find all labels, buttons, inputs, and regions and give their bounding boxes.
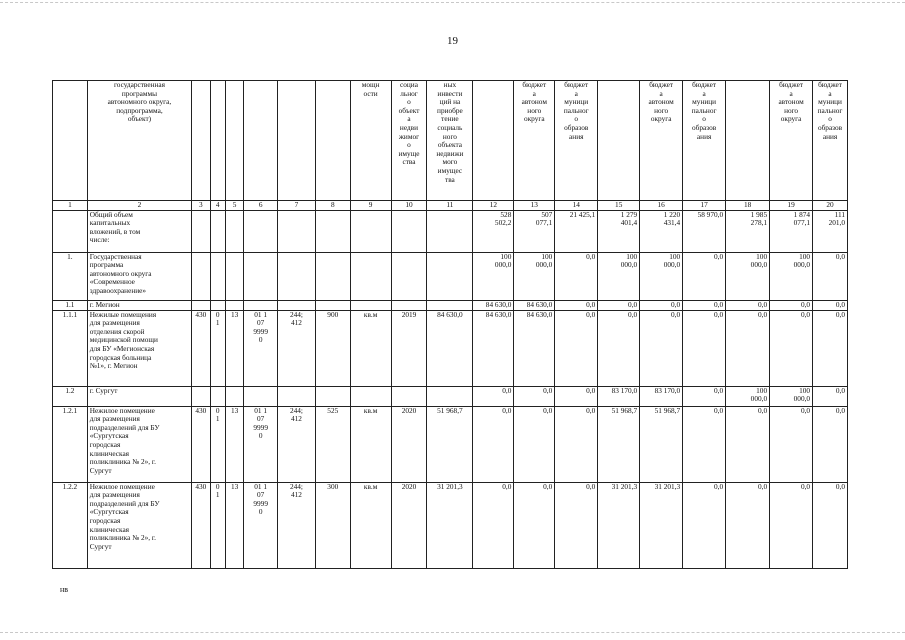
- table-row: [53, 300, 848, 310]
- table-cell: [391, 386, 427, 406]
- table-row: [53, 386, 848, 406]
- page-number: 19: [447, 35, 458, 47]
- table-cell: 0,0: [640, 300, 683, 310]
- header-cell: [244, 81, 278, 201]
- header-cell: бюджет а автоном ного округа: [514, 81, 555, 201]
- column-number-cell: 5: [225, 201, 243, 211]
- table-cell: 244; 412: [278, 482, 316, 568]
- table-cell: 0,0: [813, 310, 848, 386]
- table-cell: [244, 210, 278, 252]
- table-cell: 01 1 07 9999 0: [244, 310, 278, 386]
- table-cell: 0,0: [813, 406, 848, 482]
- header-cell: бюджет а муници пальног о образов ания: [683, 81, 726, 201]
- row-name-cell: г. Мегион: [87, 300, 191, 310]
- table-cell: [210, 210, 225, 252]
- header-cell: бюджет а автоном ного округа: [640, 81, 683, 201]
- table-cell: 0,0: [726, 406, 770, 482]
- table-cell: 84 630,0: [427, 310, 473, 386]
- table-cell: 0,0: [473, 406, 514, 482]
- table-cell: [391, 252, 427, 300]
- row-number-cell: [53, 210, 88, 252]
- table-row: [53, 210, 848, 252]
- table-cell: [350, 300, 391, 310]
- table-row: [53, 406, 848, 482]
- table-cell: [192, 386, 210, 406]
- top-scan-edge: [0, 2, 905, 3]
- table-cell: кв.м: [350, 310, 391, 386]
- row-number-cell: 1.2.1: [53, 406, 88, 482]
- table-cell: 0,0: [813, 252, 848, 300]
- column-number-cell: 15: [598, 201, 640, 211]
- footer-initials: нв: [60, 585, 69, 594]
- table-cell: кв.м: [350, 406, 391, 482]
- table-cell: [350, 386, 391, 406]
- table-cell: 1 220 431,4: [640, 210, 683, 252]
- table-cell: 1 985 278,1: [726, 210, 770, 252]
- table-cell: [315, 300, 350, 310]
- table-cell: 507 077,1: [514, 210, 555, 252]
- column-number-cell: 7: [278, 201, 316, 211]
- bottom-scan-edge: [0, 632, 905, 633]
- header-cell: [278, 81, 316, 201]
- table-cell: 58 970,0: [683, 210, 726, 252]
- table-cell: 31 201,3: [640, 482, 683, 568]
- header-cell: [598, 81, 640, 201]
- table-cell: [350, 210, 391, 252]
- table-cell: 100 000,0: [473, 252, 514, 300]
- table-cell: 0,0: [514, 386, 555, 406]
- capital-investment-table: [52, 80, 848, 569]
- table-cell: 300: [315, 482, 350, 568]
- table-cell: 0,0: [555, 300, 598, 310]
- table-cell: 0,0: [726, 482, 770, 568]
- table-cell: 528 502,2: [473, 210, 514, 252]
- table-cell: [244, 252, 278, 300]
- table-cell: [278, 252, 316, 300]
- table-cell: [225, 300, 243, 310]
- table-cell: [315, 210, 350, 252]
- column-number-cell: 1: [53, 201, 88, 211]
- header-row: [53, 81, 848, 201]
- table-cell: 0,0: [726, 300, 770, 310]
- table-cell: 0,0: [683, 310, 726, 386]
- table-cell: 0,0: [683, 252, 726, 300]
- table-cell: 0,0: [598, 310, 640, 386]
- column-number-cell: 8: [315, 201, 350, 211]
- table-cell: 0,0: [813, 386, 848, 406]
- row-number-cell: 1.: [53, 252, 88, 300]
- table-cell: 100 000,0: [726, 386, 770, 406]
- table-cell: [391, 300, 427, 310]
- table-cell: 100 000,0: [770, 252, 813, 300]
- column-number-cell: 4: [210, 201, 225, 211]
- table-cell: 0,0: [683, 406, 726, 482]
- table-cell: 0,0: [813, 482, 848, 568]
- header-cell: социа льног о объект а недви жимог о имуще ства: [391, 81, 427, 201]
- table-cell: 0,0: [770, 300, 813, 310]
- table-cell: 100 000,0: [598, 252, 640, 300]
- column-number-cell: 16: [640, 201, 683, 211]
- table-row: [53, 482, 848, 568]
- row-name-cell: Нежилое помещение для размещения подразделений для БУ «Сургутская городская клиническая поликлиника № 2», г. Сургут: [87, 482, 191, 568]
- table-cell: 0,0: [555, 252, 598, 300]
- table-cell: 0 1: [210, 310, 225, 386]
- table-cell: 51 968,7: [640, 406, 683, 482]
- column-number-cell: 17: [683, 201, 726, 211]
- table-cell: [225, 386, 243, 406]
- row-number-cell: 1.1.1: [53, 310, 88, 386]
- table-cell: [225, 210, 243, 252]
- table-cell: 31 201,3: [427, 482, 473, 568]
- table-cell: 100 000,0: [726, 252, 770, 300]
- header-cell: [473, 81, 514, 201]
- row-name-cell: г. Сургут: [87, 386, 191, 406]
- header-cell: [225, 81, 243, 201]
- header-cell: [210, 81, 225, 201]
- table-cell: 0,0: [555, 406, 598, 482]
- table-cell: [244, 300, 278, 310]
- table-cell: 0,0: [683, 300, 726, 310]
- table-cell: [192, 300, 210, 310]
- table-cell: 51 968,7: [598, 406, 640, 482]
- table-cell: 21 425,1: [555, 210, 598, 252]
- table-cell: 0,0: [514, 406, 555, 482]
- table-cell: 430: [192, 406, 210, 482]
- row-name-cell: Нежилое помещение для размещения подразделений для БУ «Сургутская городская клиническая поликлиника № 2», г. Сургут: [87, 406, 191, 482]
- row-number-cell: 1.2.2: [53, 482, 88, 568]
- table-cell: 13: [225, 310, 243, 386]
- table-cell: [192, 210, 210, 252]
- row-number-cell: 1.2: [53, 386, 88, 406]
- table-cell: [427, 300, 473, 310]
- table-cell: [225, 252, 243, 300]
- table-cell: 525: [315, 406, 350, 482]
- table-cell: 100 000,0: [514, 252, 555, 300]
- table-cell: 244; 412: [278, 406, 316, 482]
- table-cell: 430: [192, 482, 210, 568]
- table-cell: кв.м: [350, 482, 391, 568]
- table-cell: [192, 252, 210, 300]
- header-cell: бюджет а муници пальног о образов ания: [813, 81, 848, 201]
- table-cell: 1 279 401,4: [598, 210, 640, 252]
- table-cell: 900: [315, 310, 350, 386]
- table-cell: 0,0: [770, 310, 813, 386]
- table-cell: 0,0: [514, 482, 555, 568]
- header-cell: бюджет а автоном ного округа: [770, 81, 813, 201]
- table-cell: 84 630,0: [514, 300, 555, 310]
- table-cell: 0,0: [473, 386, 514, 406]
- table-cell: 0,0: [770, 406, 813, 482]
- table-cell: 0,0: [813, 300, 848, 310]
- table-cell: 0 1: [210, 482, 225, 568]
- table-cell: 0,0: [473, 482, 514, 568]
- column-number-cell: 3: [192, 201, 210, 211]
- table-cell: 84 630,0: [473, 300, 514, 310]
- column-number-cell: 12: [473, 201, 514, 211]
- table-cell: 84 630,0: [473, 310, 514, 386]
- column-number-cell: 20: [813, 201, 848, 211]
- table-cell: [427, 252, 473, 300]
- table-cell: [315, 252, 350, 300]
- table-cell: 244; 412: [278, 310, 316, 386]
- header-cell: бюджет а муници пальног о образов ания: [555, 81, 598, 201]
- column-number-cell: 2: [87, 201, 191, 211]
- header-cell: государственная программы автономного округа, подпрограмма, объект): [87, 81, 191, 201]
- table-cell: [278, 210, 316, 252]
- table-cell: [244, 386, 278, 406]
- header-cell: мощн ости: [350, 81, 391, 201]
- table-cell: 0,0: [683, 386, 726, 406]
- table-cell: 0 1: [210, 406, 225, 482]
- table-cell: 100 000,0: [640, 252, 683, 300]
- table-cell: 430: [192, 310, 210, 386]
- table-cell: 84 630,0: [514, 310, 555, 386]
- table-cell: [210, 252, 225, 300]
- row-name-cell: Общий объем капитальных вложений, в том числе:: [87, 210, 191, 252]
- table-cell: 83 170,0: [598, 386, 640, 406]
- table-cell: [350, 252, 391, 300]
- table-cell: 0,0: [555, 386, 598, 406]
- table-cell: 0,0: [683, 482, 726, 568]
- table-cell: 0,0: [555, 310, 598, 386]
- table-cell: [210, 300, 225, 310]
- table-cell: 111 201,0: [813, 210, 848, 252]
- header-cell: [315, 81, 350, 201]
- table-cell: 13: [225, 406, 243, 482]
- row-name-cell: Нежилые помещения для размещения отделения скорой медицинской помощи для БУ «Мегионская городская больница №1», г. Мегион: [87, 310, 191, 386]
- column-number-cell: 10: [391, 201, 427, 211]
- column-number-cell: 6: [244, 201, 278, 211]
- table-cell: 0,0: [640, 310, 683, 386]
- table-cell: 2020: [391, 406, 427, 482]
- header-cell: [192, 81, 210, 201]
- table-cell: 0,0: [598, 300, 640, 310]
- table-cell: [278, 386, 316, 406]
- table-cell: [278, 300, 316, 310]
- table-cell: 0,0: [726, 310, 770, 386]
- column-number-cell: 9: [350, 201, 391, 211]
- header-cell: ных инвести ций на приобре тение социаль ного объекта недвижи мого имущес тва: [427, 81, 473, 201]
- row-name-cell: Государственная программа автономного округа «Современное здравоохранение»: [87, 252, 191, 300]
- column-number-cell: 11: [427, 201, 473, 211]
- table-cell: [315, 386, 350, 406]
- table-cell: 0,0: [770, 482, 813, 568]
- header-cell: [726, 81, 770, 201]
- column-number-cell: 13: [514, 201, 555, 211]
- table-cell: 2020: [391, 482, 427, 568]
- table-cell: 31 201,3: [598, 482, 640, 568]
- table-cell: 13: [225, 482, 243, 568]
- header-cell: [53, 81, 88, 201]
- table-row: [53, 252, 848, 300]
- table-row: [53, 310, 848, 386]
- table-cell: [391, 210, 427, 252]
- column-number-cell: 14: [555, 201, 598, 211]
- table-cell: 01 1 07 9999 0: [244, 482, 278, 568]
- table-cell: 01 1 07 9999 0: [244, 406, 278, 482]
- table-cell: 51 968,7: [427, 406, 473, 482]
- column-number-cell: 18: [726, 201, 770, 211]
- table-cell: 2019: [391, 310, 427, 386]
- table-cell: 100 000,0: [770, 386, 813, 406]
- table-cell: [427, 210, 473, 252]
- table-cell: [210, 386, 225, 406]
- table-cell: 1 874 077,1: [770, 210, 813, 252]
- row-number-cell: 1.1: [53, 300, 88, 310]
- table-cell: 0,0: [555, 482, 598, 568]
- column-number-cell: 19: [770, 201, 813, 211]
- table-cell: [427, 386, 473, 406]
- table-cell: 83 170,0: [640, 386, 683, 406]
- column-number-row: [53, 201, 848, 211]
